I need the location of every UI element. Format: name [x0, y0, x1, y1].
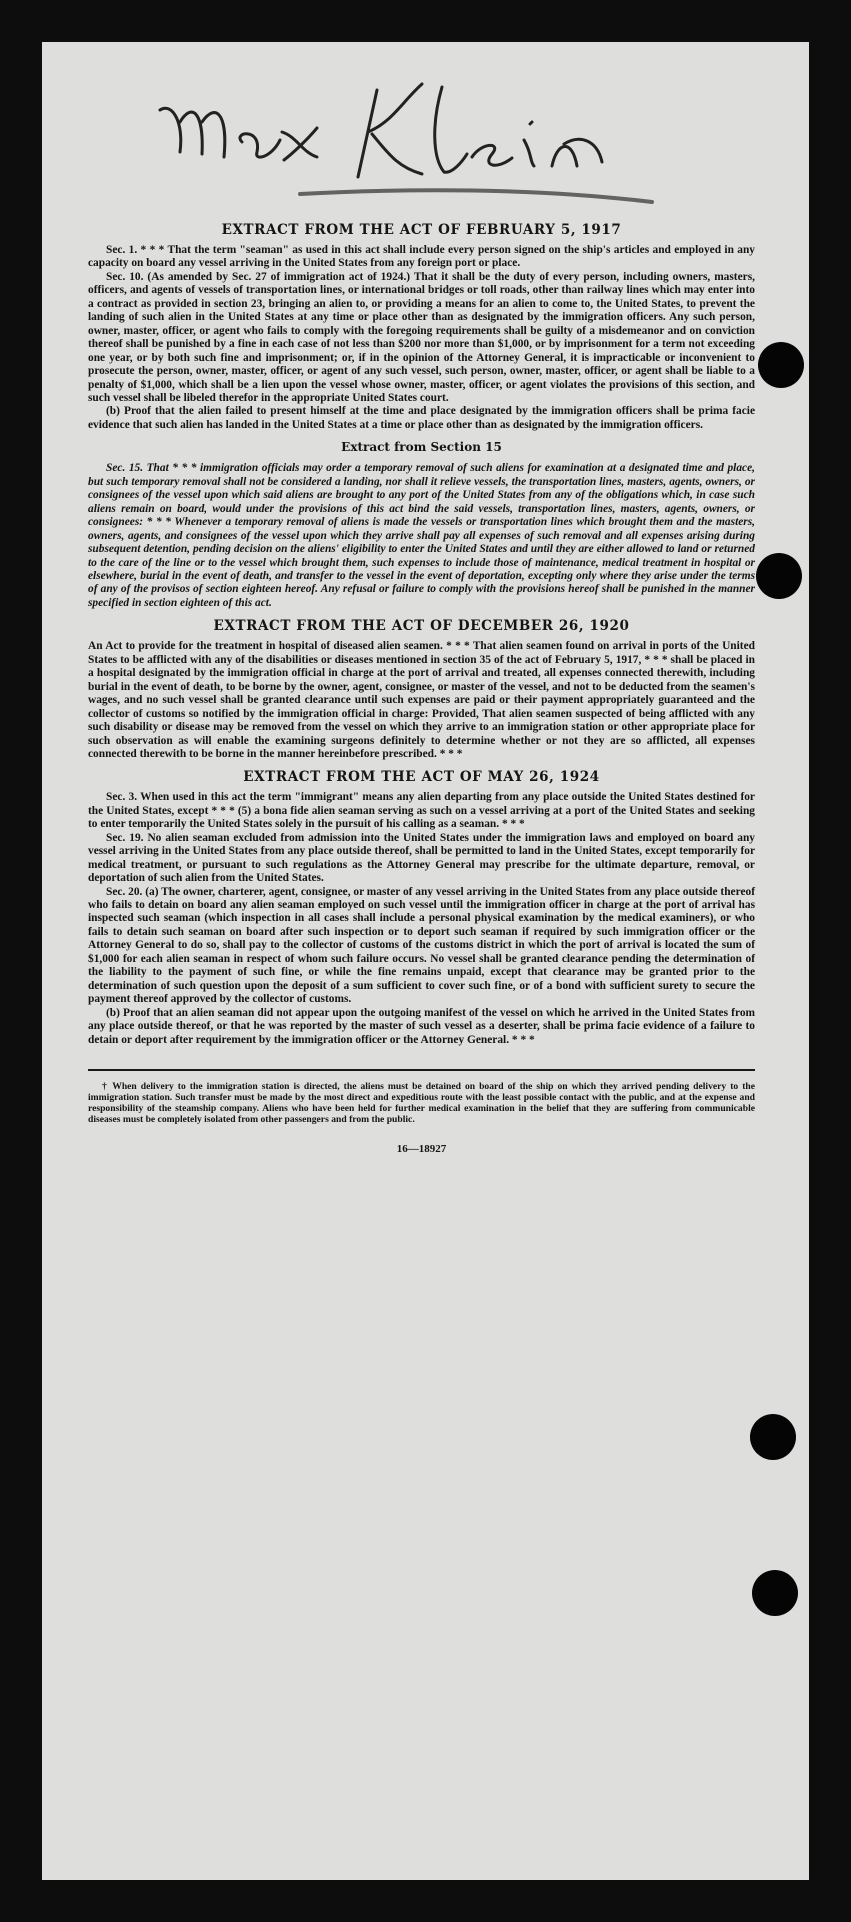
punch-hole	[756, 553, 802, 599]
document-page	[42, 42, 809, 1880]
paragraph: Sec. 3. When used in this act the term "immigrant" means any alien departing from any place outside the United States destined for the United States, except * * * (5) a bona fide alien seaman serving as such on a vessel arriving at a port of the United States and seeking to enter temporarily the United States solely in the pursuit of his calling as a seaman. * * *	[88, 791, 755, 831]
paragraph: (b) Proof that the alien failed to present himself at the time and place designated by the immigration officers shall be prima facie evidence that such alien has landed in the United States at a time or place other than as designated by the immigration officers.	[88, 405, 755, 431]
section-heading: EXTRACT FROM THE ACT OF DECEMBER 26, 1920	[213, 618, 630, 635]
divider	[88, 1069, 755, 1071]
section-heading: EXTRACT FROM THE ACT OF MAY 26, 1924	[243, 769, 600, 786]
section-act-1917	[88, 222, 755, 432]
section-subheading: Extract from Section 15	[341, 440, 502, 455]
form-number: 16—18927	[396, 1143, 447, 1156]
paragraph: Sec. 20. (a) The owner, charterer, agent, consignee, or master of any vessel arriving in the United States from any place outside thereof who fails to detain on board any alien seaman employed on such vessel until the immigration officer in charge at the port of arrival has inspected such seaman (which inspection in all cases shall include a personal physical examination by the medical examiners), or who fails to detain such seaman on board after such inspection or to deport such seaman if required by such immigration officer or the Attorney General to do so, shall pay to the collector of customs of the customs district in which the port of arrival is located the sum of $1,000 for each alien seaman in respect of whom such failure occurs. No vessel shall be granted clearance pending the determination of the liability to the payment of such fine, or while the fine remains unpaid, except that clearance may be granted prior to the determination of such question upon the deposit of a sum sufficient to cover such fine, or of a bond with sufficient surety to secure the payment thereof approved by the collector of customs.	[88, 885, 755, 1006]
paragraph: Sec. 19. No alien seaman excluded from admission into the United States under the immigration laws and employed on board any vessel arriving in the United States from any place outside thereof, shall be permitted to land in the United States, except temporarily for medical treatment, or pursuant to such regulations as the Attorney General may prescribe for the ultimate departure, removal, or deportation of such alien from the United States.	[88, 831, 755, 885]
signature	[132, 62, 772, 212]
paragraph: An Act to provide for the treatment in hospital of diseased alien seamen. * * * That alien seamen found on arrival in ports of the United States to be afflicted with any of the disabilities or diseases mentioned in section 35 of the act of February 5, 1917, * * * shall be placed in a hospital designated by the immigration official in charge at the port of arrival and treated, all expenses connected therewith, including burial in the event of death, to be borne by the owner, agent, consignee, or master of the vessel, and not to be deducted from the seamen's wages, and no such vessel shall be granted clearance until such expenses are paid or their payment appropriately guaranteed and the collector of customs so notified by the immigration official in charge: Provided, That alien seamen suspected of being afflicted with any such disability or disease may be removed from the vessel on which they arrive to an immigration station or other appropriate place for such observation as will enable the examining surgeons definitely to determine whether or not they are so afflicted, all expenses connected therewith to be borne in the manner hereinbefore prescribed. * * *	[88, 640, 755, 760]
paragraph: Sec. 1. * * * That the term "seaman" as used in this act shall include every person signed on the ship's articles and employed in any capacity on board any vessel arriving in the United States from any foreign port or place.	[88, 244, 755, 270]
punch-hole	[758, 342, 804, 388]
punch-hole	[750, 1414, 796, 1460]
section-act-1920	[88, 618, 755, 761]
paragraph: (b) Proof that an alien seaman did not appear upon the outgoing manifest of the vessel on which he arrived in the United States from any place outside thereof, or that he was reported by the master of such vessel as a deserter, shall be prima facie evidence of a failure to detain or deport after requirement by the immigration officer or the Attorney General. * * *	[88, 1006, 755, 1046]
paragraph: Sec. 15. That * * * immigration officials may order a temporary removal of such aliens for examination at a designated time and place, but such temporary removal shall not be considered a landing, nor shall it relieve vessels, the transportation lines, masters, agents, owners, or consignees of the vessel upon which said aliens are brought to any port of the United States from any of the obligations which, in case such aliens remain on board, would under the provisions of this act bind the said vessels, transportation lines, masters, agents, owners, or consignees: * * * Whenever a temporary removal of aliens is made the vessels or transportation lines which brought them and the masters, owners, agents, and consignees of the vessel upon which they arrive shall pay all expenses of such removal and all expenses arising during subsequent detention, pending decision on the aliens' eligibility to enter the United States and until they are either allowed to land or returned to the care of the line or to the vessel which brought them, such expenses to include those of maintenance, medical treatment in hospital or elsewhere, burial in the event of death, and transfer to the vessel in the event of deportation, excepting only where they arise under the terms of any of the provisos of section eighteen hereof. Any refusal or failure to comply with the provisions hereof shall be punished in the manner specified in section eighteen of this act.	[88, 462, 755, 609]
footnote: † When delivery to the immigration station is directed, the aliens must be detained on board of the ship on which they arrived pending delivery to the immigration station. Such transfer must be made by the most direct and expeditious route with the least possible contact with the public, and at the expense and responsibility of the steamship company. Aliens who have been held for further medical examination in the belief that they are suffering from communicable diseases must be completely isolated from other passengers and from the public.	[88, 1081, 755, 1126]
section-15-extract	[88, 440, 755, 610]
section-heading: EXTRACT FROM THE ACT OF FEBRUARY 5, 1917	[221, 222, 622, 238]
paragraph: Sec. 10. (As amended by Sec. 27 of immigration act of 1924.) That it shall be the duty of every person, including owners, masters, officers, and agents of vessels of transportation lines, or international bridges or toll roads, other than railway lines which may enter into a contract as provided in section 23, bringing an alien to, or providing a means for an alien to come to, the United States, to prevent the landing of such alien in the United States at any time or place other than as designated by the immigration officers. Any such person, owner, master, officer, or agent who fails to comply with the foregoing requirements shall be guilty of a misdemeanor and on conviction thereof shall be punished by a fine in each case of not less than $200 nor more than $1,000, or by imprisonment for a term not exceeding one year, or by both such fine and imprisonment; or, if in the opinion of the Attorney General, it is impracticable or inconvenient to prosecute the person, owner, master, officer, or agent of any such vessel, such person, owner, master, officer, or agent shall be liable to a penalty of $1,000, which shall be a lien upon the vessel whose owner, master, officer, or agent violates the provisions of this section, and such vessel shall be libeled therefor in the appropriate United States court.	[88, 270, 755, 404]
document-body	[88, 222, 755, 1155]
punch-hole	[752, 1570, 798, 1616]
section-act-1924	[88, 769, 755, 1047]
